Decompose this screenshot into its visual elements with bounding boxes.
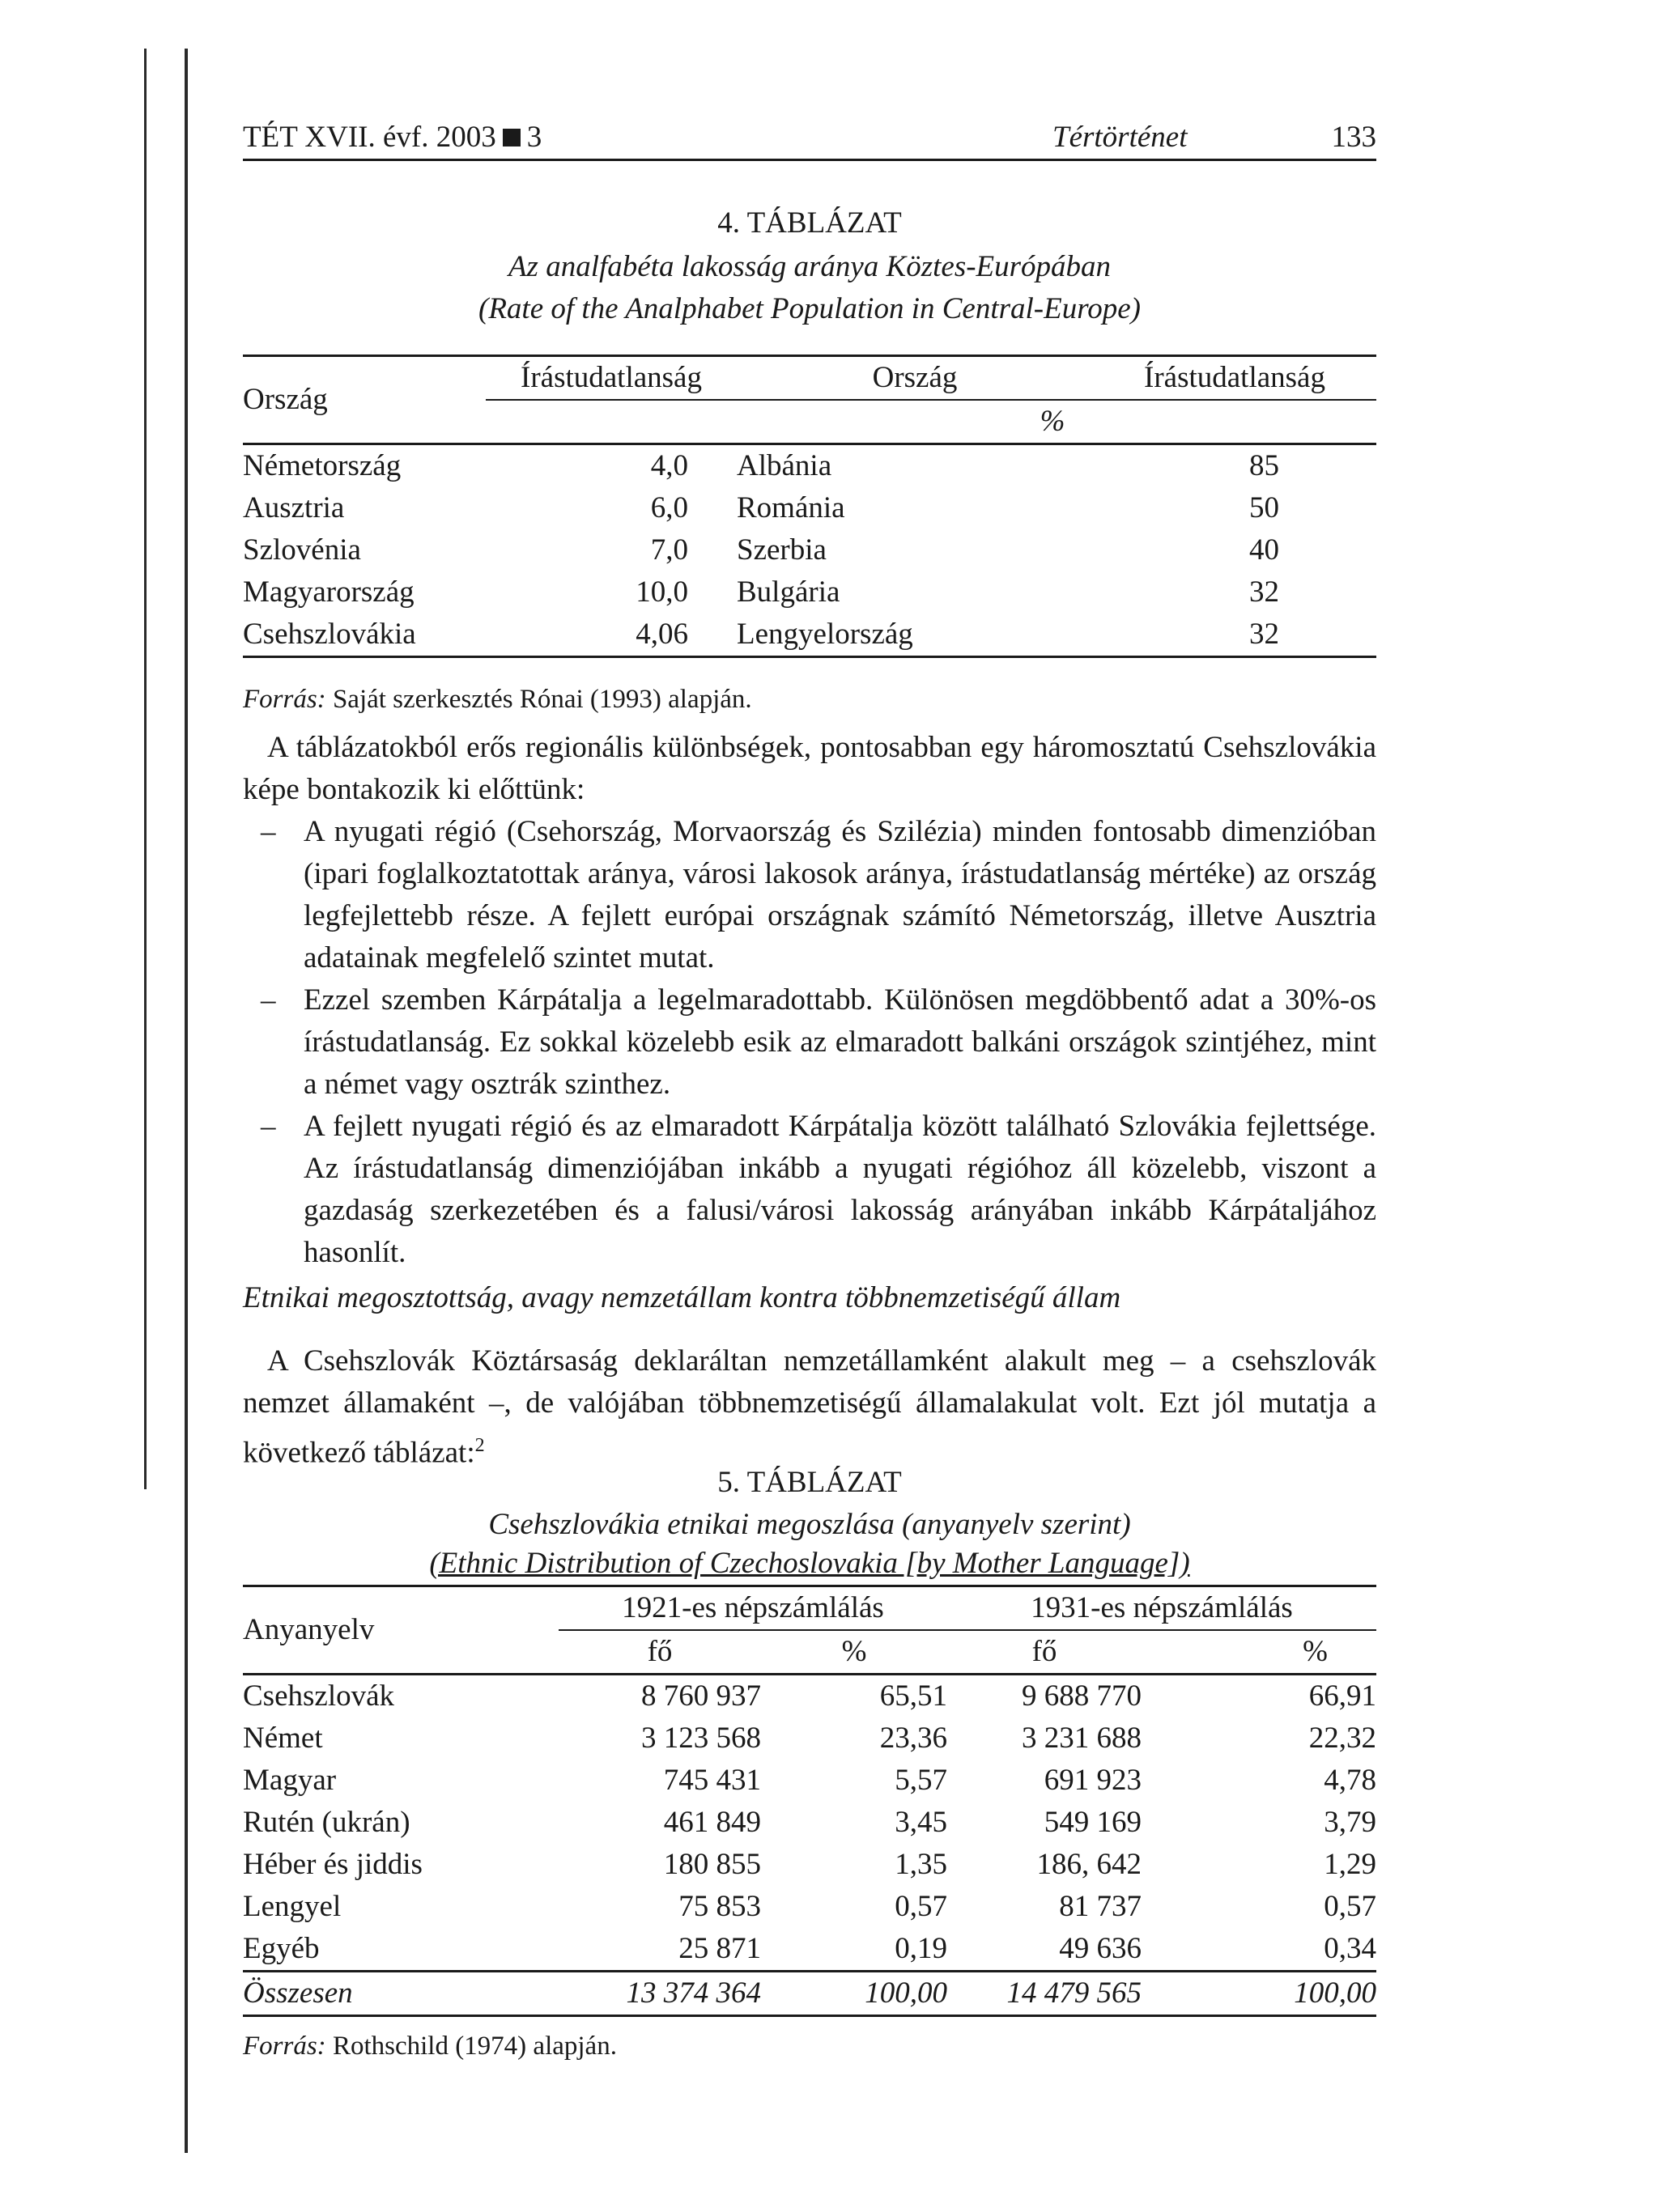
table-cell: Románia bbox=[737, 491, 845, 524]
table-cell: Szerbia bbox=[737, 533, 827, 567]
table5-header-persons-1931: fő bbox=[1031, 1635, 1057, 1668]
table-cell: 5,57 bbox=[895, 1764, 947, 1797]
table-cell: 0,19 bbox=[895, 1932, 947, 1965]
list-item bbox=[243, 1106, 1376, 1274]
table5-title-en-text: (Ethnic Distribution of Czechoslovakia [by Mother Language]) bbox=[429, 1547, 1190, 1580]
table-cell: 3 123 568 bbox=[641, 1722, 761, 1755]
table-cell: Lengyel bbox=[243, 1890, 342, 1923]
table5-header-1931: 1931-es népszámlálás bbox=[947, 1586, 1376, 1631]
dash-marker: – bbox=[261, 815, 276, 848]
page-number: 133 bbox=[1331, 121, 1376, 154]
table-cell: 8 760 937 bbox=[641, 1679, 761, 1713]
table-cell: 100,00 bbox=[865, 1976, 947, 2010]
table-cell: 23,36 bbox=[879, 1722, 947, 1755]
table-cell: 745 431 bbox=[663, 1764, 761, 1797]
body-text-block bbox=[243, 727, 1376, 1274]
table-cell: 186, 642 bbox=[1036, 1848, 1142, 1881]
table-cell: 65,51 bbox=[879, 1679, 947, 1713]
table-cell: Német bbox=[243, 1722, 323, 1755]
table-cell: 81 737 bbox=[1059, 1890, 1142, 1923]
list-item-text: A nyugati régió (Csehország, Morvaország és Szilézia) minden fontosabb dimenzióban (ipari foglalkoztatottak aránya, városi lakosok aránya, írástudatlanság mértéke) az ország legfejlettebb része. A fejlett európai országnak számító Németország, illetve Ausztria adatainak megfelelő szintet mutat. bbox=[304, 815, 1376, 974]
table-cell: 13 374 364 bbox=[626, 1976, 761, 2010]
table4-header-illiteracy2: Írástudatlanság bbox=[1093, 356, 1376, 401]
table-cell: 0,57 bbox=[895, 1890, 947, 1923]
table5-source bbox=[243, 2028, 617, 2064]
table-cell: Szlovénia bbox=[243, 533, 361, 567]
table-cell: 25 871 bbox=[678, 1932, 761, 1965]
table-cell: 66,91 bbox=[1308, 1679, 1376, 1713]
running-header bbox=[243, 118, 1376, 161]
table-cell: Albánia bbox=[737, 449, 832, 482]
table-cell: Csehszlovák bbox=[243, 1679, 395, 1713]
table-cell: Lengyelország bbox=[737, 618, 913, 651]
black-square-icon bbox=[503, 129, 521, 146]
table-cell: 100,00 bbox=[1294, 1976, 1376, 2010]
table4-source bbox=[243, 681, 752, 717]
table-cell: 85 bbox=[1249, 449, 1279, 482]
section-heading: Etnikai megosztottság, avagy nemzetállam kontra többnemzetiségű állam bbox=[243, 1281, 1121, 1314]
table-cell: Héber és jiddis bbox=[243, 1848, 423, 1881]
table-row bbox=[243, 571, 1376, 614]
table-cell: 3,45 bbox=[895, 1806, 947, 1839]
table-cell: Bulgária bbox=[737, 575, 840, 609]
table5-header-persons-1921: fő bbox=[647, 1635, 673, 1668]
table4-header-country: Ország bbox=[243, 383, 328, 416]
source-text: Rothschild (1974) alapján. bbox=[332, 2032, 617, 2061]
table-cell: 22,32 bbox=[1308, 1722, 1376, 1755]
table5-header-percent-1921: % bbox=[841, 1635, 867, 1668]
section-name: Tértörténet bbox=[1052, 121, 1188, 154]
table-row bbox=[243, 1844, 1376, 1886]
table-cell: 32 bbox=[1249, 618, 1279, 651]
list-item bbox=[243, 811, 1376, 979]
table-row bbox=[243, 614, 1376, 657]
table-row bbox=[243, 487, 1376, 529]
table-cell: Összesen bbox=[243, 1976, 353, 2010]
table-cell: 691 923 bbox=[1044, 1764, 1142, 1797]
source-label: Forrás: bbox=[243, 2032, 326, 2061]
table-cell: 10,0 bbox=[636, 575, 688, 609]
table-row bbox=[243, 1717, 1376, 1760]
ethnic-paragraph-text: A Csehszlovák Köztársaság deklaráltan nemzetállamként alakult meg – a csehszlovák nemzet államaként –, de valójában többnemzetiségű államalakulat volt. Ezt jól mutatja a következő táblázat: bbox=[243, 1344, 1376, 1470]
table-cell: 14 479 565 bbox=[1006, 1976, 1142, 2010]
table5-header-language: Anyanyelv bbox=[243, 1613, 375, 1646]
list-item-text: A fejlett nyugati régió és az elmaradott Kárpátalja között található Szlovákia fejlettsége. Az írástudatlanság dimenziójában inkább a nyugati régióhoz áll közelebb, viszont a gazdaság szerkezetében és a falusi/városi lakosság arányában inkább Kárpátaljához hasonlít. bbox=[304, 1110, 1376, 1269]
table-cell: 180 855 bbox=[663, 1848, 761, 1881]
table-row bbox=[243, 1802, 1376, 1844]
table-cell: 3,79 bbox=[1324, 1806, 1376, 1839]
table4-header-country2: Ország bbox=[737, 356, 1093, 401]
table-cell: 50 bbox=[1249, 491, 1279, 524]
table-cell: Egyéb bbox=[243, 1932, 320, 1965]
table5-header-1921: 1921-es népszámlálás bbox=[559, 1586, 947, 1631]
table4-number: 4. TÁBLÁZAT bbox=[717, 206, 902, 240]
table4 bbox=[243, 355, 1376, 658]
table-cell: Magyarország bbox=[243, 575, 415, 609]
table4-header-illiteracy: Írástudatlanság bbox=[486, 356, 737, 401]
table4-title-hu: Az analfabéta lakosság aránya Köztes-Európában bbox=[508, 250, 1112, 283]
table4-title-en: (Rate of the Analphabet Population in Central-Europe) bbox=[478, 292, 1141, 325]
table-cell: 3 231 688 bbox=[1022, 1722, 1142, 1755]
scan-edge-line-left bbox=[144, 49, 147, 1489]
table4-header-unit: % bbox=[1040, 405, 1065, 438]
list-item-text: Ezzel szemben Kárpátalja a legelmaradottabb. Különösen megdöbbentő adat a 30%-os írástudatlanság. Ez sokkal közelebb esik az elmaradott balkáni országok szintjéhez, mint a német vagy osztrák szinthez. bbox=[304, 983, 1376, 1101]
table-cell: Magyar bbox=[243, 1764, 337, 1797]
table-cell: 49 636 bbox=[1059, 1932, 1142, 1965]
dash-marker: – bbox=[261, 983, 276, 1017]
table-cell: Rutén (ukrán) bbox=[243, 1806, 410, 1839]
table-cell: 4,0 bbox=[650, 449, 688, 482]
table-cell: 32 bbox=[1249, 575, 1279, 609]
list-item bbox=[243, 979, 1376, 1106]
table-row bbox=[243, 1760, 1376, 1802]
scan-edge-line-right bbox=[185, 49, 188, 2153]
table-row bbox=[243, 1675, 1376, 1718]
footnote-marker: 2 bbox=[474, 1435, 485, 1456]
dash-marker: – bbox=[261, 1110, 276, 1143]
table-total-row bbox=[243, 1972, 1376, 2016]
table-cell: 75 853 bbox=[678, 1890, 761, 1923]
table-cell: 9 688 770 bbox=[1022, 1679, 1142, 1713]
table-cell: 0,57 bbox=[1324, 1890, 1376, 1923]
table-cell: 1,35 bbox=[895, 1848, 947, 1881]
table-cell: 40 bbox=[1249, 533, 1279, 567]
table-cell: 0,34 bbox=[1324, 1932, 1376, 1965]
table5-header-percent-1931: % bbox=[1303, 1635, 1328, 1668]
table-row bbox=[243, 1928, 1376, 1972]
table-cell: Csehszlovákia bbox=[243, 618, 416, 651]
table-row bbox=[243, 444, 1376, 488]
table-cell: 4,78 bbox=[1324, 1764, 1376, 1797]
table-cell: 7,0 bbox=[650, 533, 688, 567]
table5-title-en bbox=[243, 1544, 1376, 1583]
issue-number: 3 bbox=[526, 121, 542, 154]
source-label: Forrás: bbox=[243, 685, 326, 714]
table-row bbox=[243, 1886, 1376, 1928]
source-text: Saját szerkesztés Rónai (1993) alapján. bbox=[332, 685, 752, 714]
table-row bbox=[243, 529, 1376, 571]
table-cell: 1,29 bbox=[1324, 1848, 1376, 1881]
table-cell: Ausztria bbox=[243, 491, 345, 524]
table-cell: 4,06 bbox=[636, 618, 688, 651]
table5 bbox=[243, 1585, 1376, 2017]
intro-paragraph: A táblázatokból erős regionális különbségek, pontosabban egy háromosztatú Csehszlovákia képe bontakozik ki előttünk: bbox=[243, 731, 1376, 806]
paragraph-ethnic bbox=[243, 1340, 1376, 1474]
journal-name: TÉT XVII. évf. 2003 bbox=[243, 121, 496, 154]
table-cell: 461 849 bbox=[663, 1806, 761, 1839]
table5-title-hu: Csehszlovákia etnikai megoszlása (anyanyelv szerint) bbox=[488, 1508, 1131, 1541]
table-cell: 549 169 bbox=[1044, 1806, 1142, 1839]
table5-number: 5. TÁBLÁZAT bbox=[717, 1466, 902, 1499]
table-cell: Németország bbox=[243, 449, 402, 482]
table-cell: 6,0 bbox=[650, 491, 688, 524]
journal-info bbox=[243, 118, 542, 157]
